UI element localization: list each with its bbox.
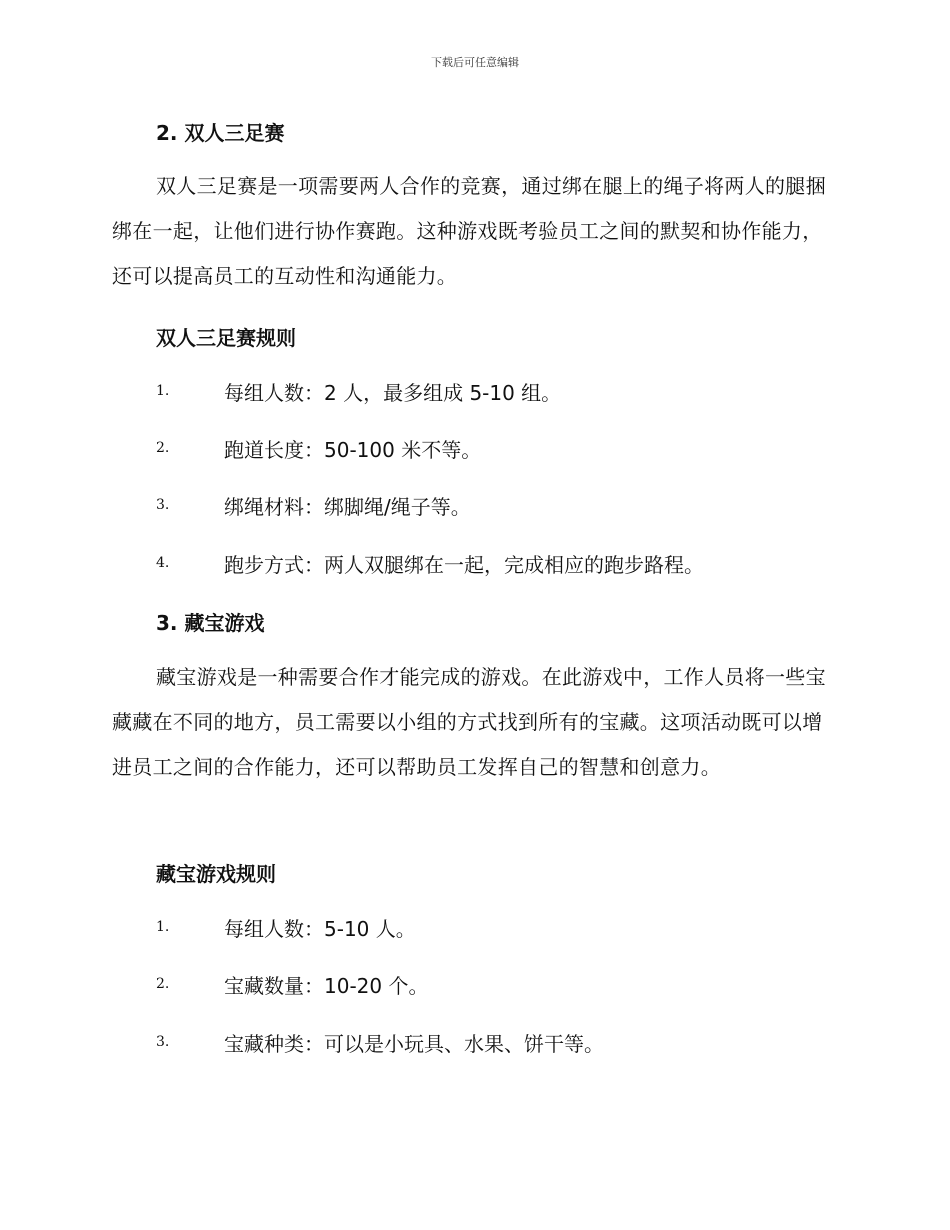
rule-number: 3.: [156, 497, 170, 513]
rule-number: 4.: [156, 555, 170, 571]
section-heading-three-legged-race: 2. 双人三足赛: [156, 121, 285, 145]
section-heading-treasure-hunt: 3. 藏宝游戏: [156, 611, 265, 635]
rules-heading-treasure-hunt: 藏宝游戏规则: [156, 862, 276, 886]
page-header-note: 下载后可任意编辑: [431, 56, 519, 69]
rule-number: 3.: [156, 1034, 170, 1050]
rules-heading-three-legged-race: 双人三足赛规则: [156, 326, 296, 350]
paragraph-three-legged-race: 双人三足赛是一项需要两人合作的竞赛，通过绑在腿上的绳子将两人的腿捆绑在一起，让他们进行协作赛跑。这种游戏既考验员工之间的默契和协作能力，还可以提高员工的互动性和沟通能力。: [112, 174, 826, 288]
rule-number: 2.: [156, 440, 170, 456]
rule-number: 1.: [156, 919, 170, 935]
rule-text: 宝藏数量：10-20 个。: [224, 974, 429, 998]
rule-text: 跑道长度：50-100 米不等。: [224, 438, 482, 462]
rule-text: 每组人数：2 人，最多组成 5-10 组。: [224, 381, 562, 405]
rule-text: 跑步方式：两人双腿绑在一起，完成相应的跑步路程。: [224, 553, 704, 577]
rule-number: 1.: [156, 383, 170, 399]
rule-text: 每组人数：5-10 人。: [224, 917, 416, 941]
rule-text: 宝藏种类：可以是小玩具、水果、饼干等。: [224, 1032, 604, 1056]
rule-number: 2.: [156, 976, 170, 992]
rule-text: 绑绳材料：绑脚绳/绳子等。: [224, 495, 471, 519]
paragraph-treasure-hunt: 藏宝游戏是一种需要合作才能完成的游戏。在此游戏中，工作人员将一些宝藏藏在不同的地方，员工需要以小组的方式找到所有的宝藏。这项活动既可以增进员工之间的合作能力，还可以帮助员工发挥自己的智慧和创意力。: [112, 665, 826, 779]
